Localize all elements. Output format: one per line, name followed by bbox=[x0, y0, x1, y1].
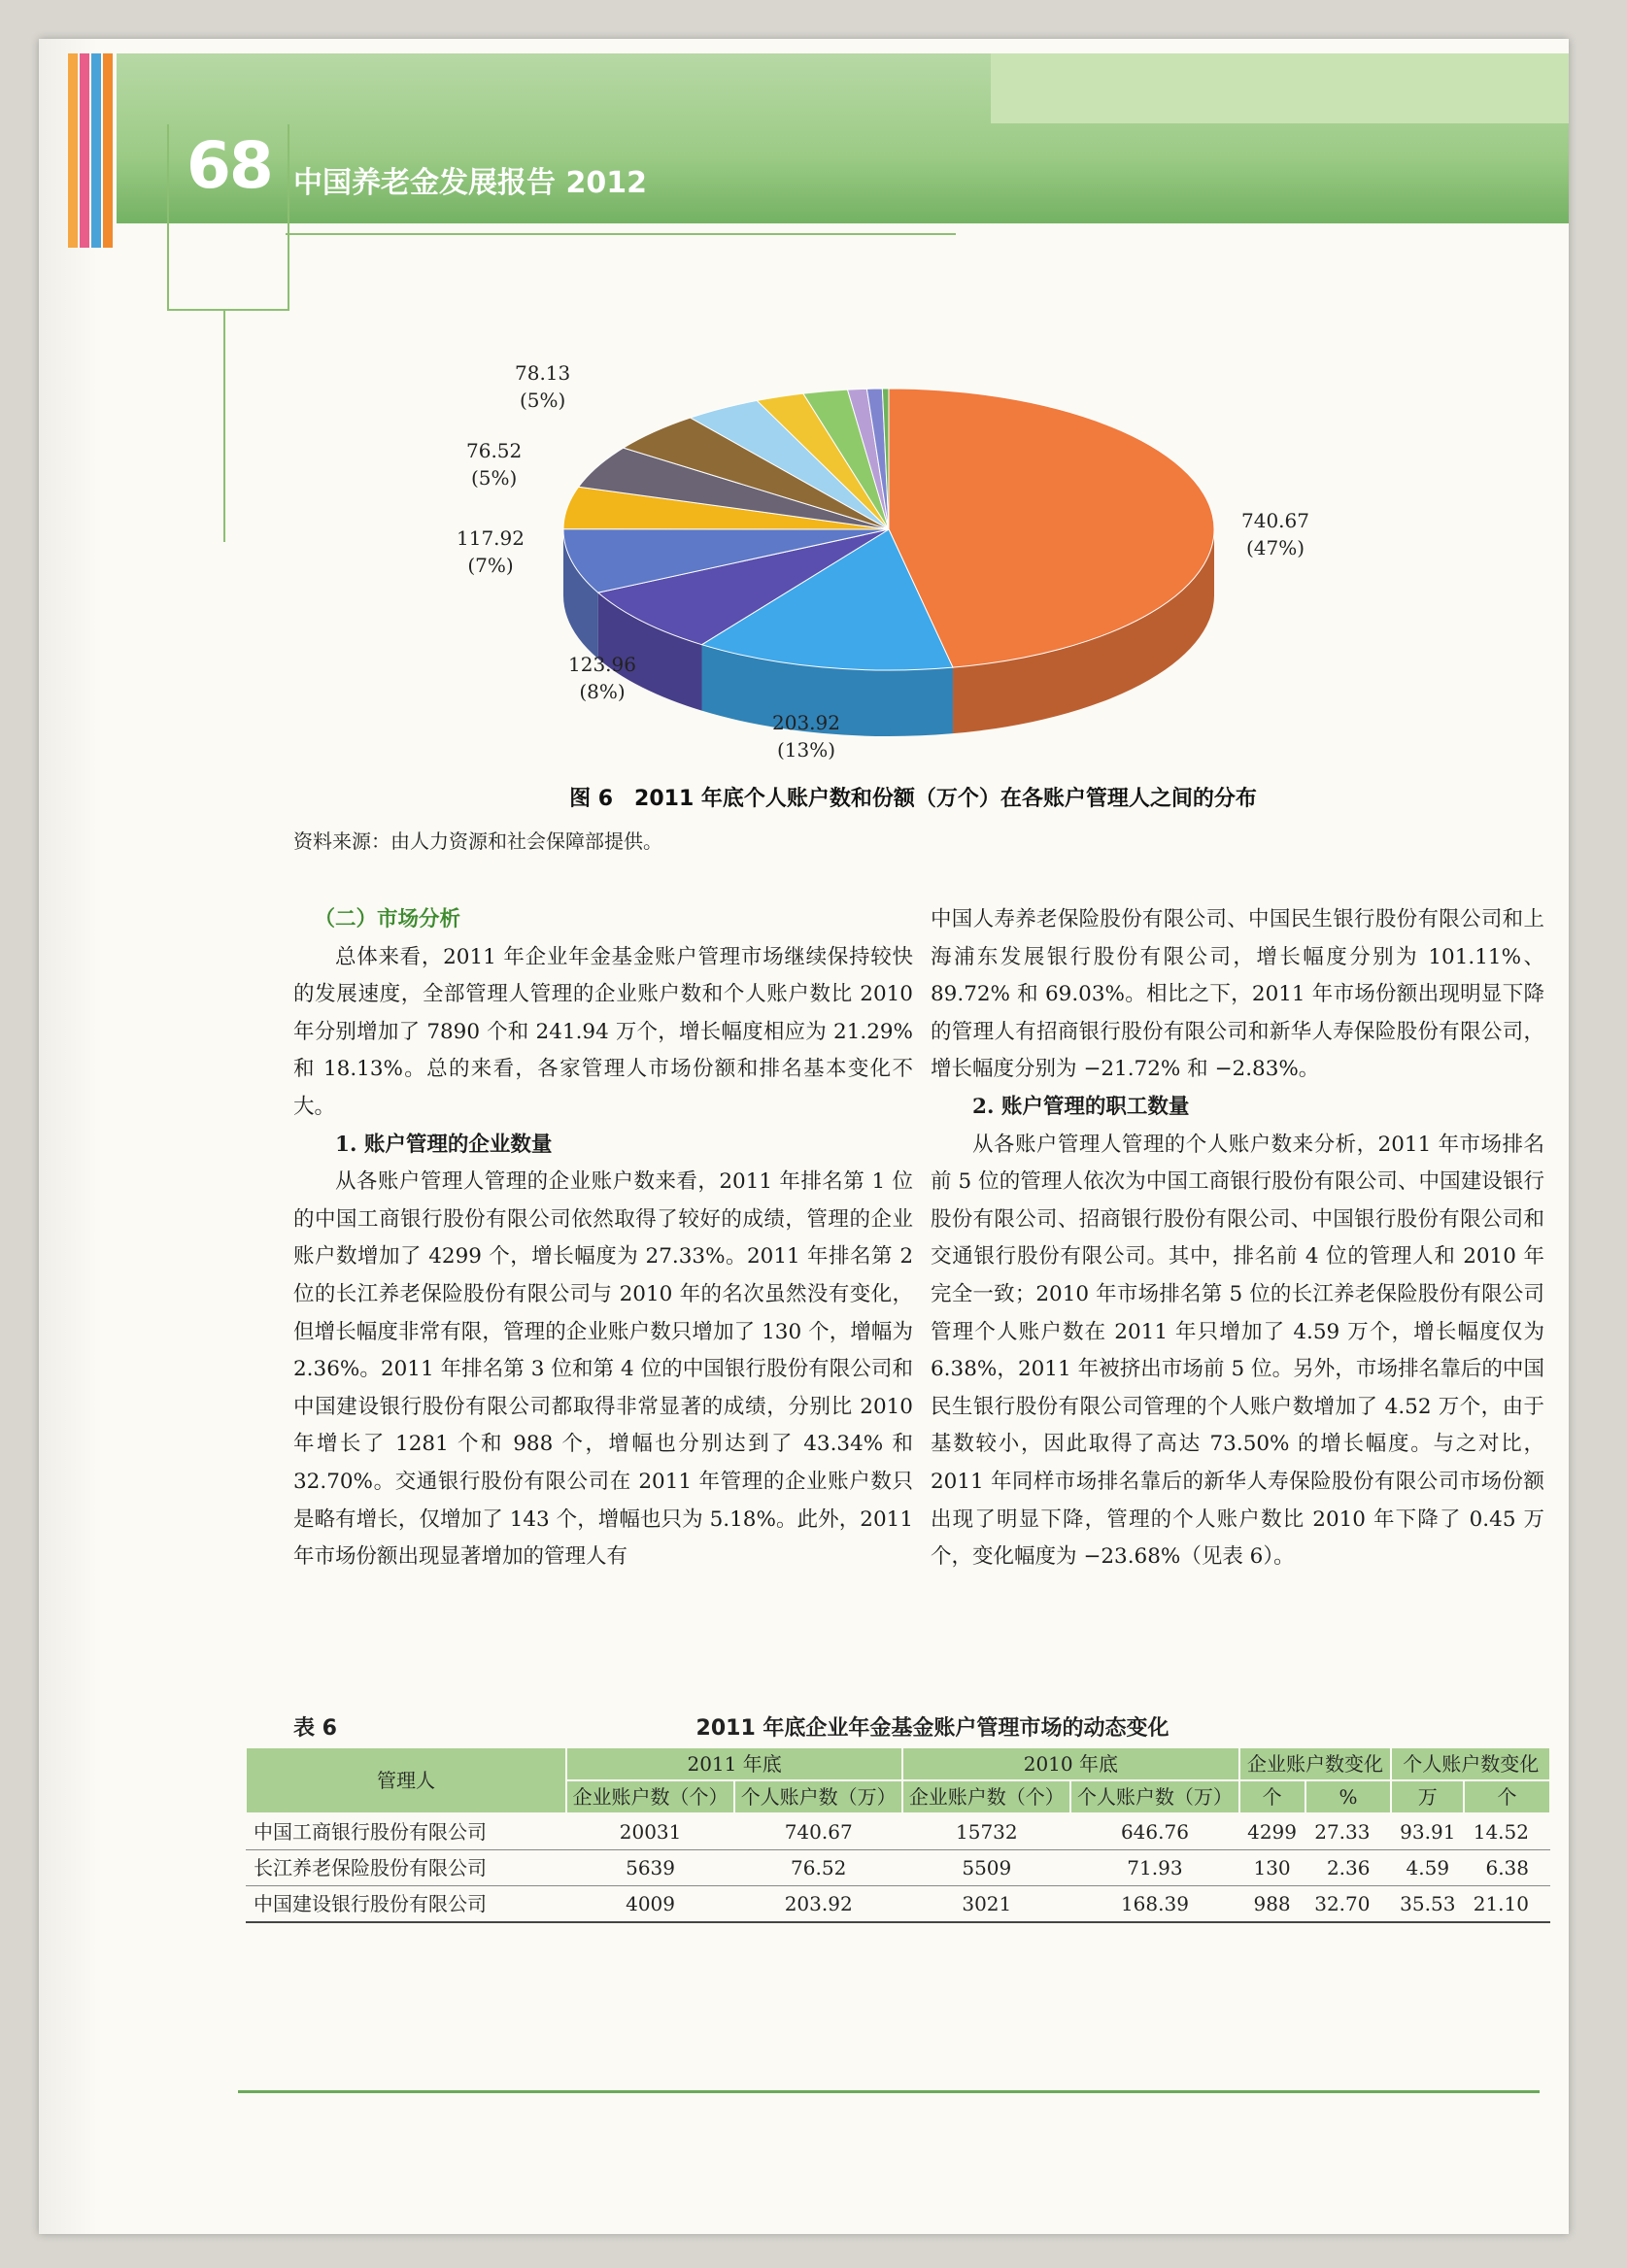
header-enterprise-accounts-2010: 企业账户数（个） bbox=[902, 1780, 1070, 1813]
cell: 71.93 bbox=[1070, 1850, 1238, 1886]
cell: 3021 bbox=[902, 1886, 1070, 1923]
cell: 4009 bbox=[566, 1886, 734, 1923]
cell: 203.92 bbox=[734, 1886, 902, 1923]
paragraph: 中国人寿养老保险股份有限公司、中国民生银行股份有限公司和上海浦东发展银行股份有限公司，增长幅度分别为 101.11%、89.72% 和 69.03%。相比之下，2011 年市场份额出现明显下降的管理人有招商银行股份有限公司和新华人寿保险股份有限公司，增长幅度分别为 −21.72% 和 −2.83%。 bbox=[931, 907, 1544, 1082]
data-label-slice-2: 203.92 (13%) bbox=[772, 711, 840, 762]
cell-manager: 长江养老保险股份有限公司 bbox=[246, 1850, 566, 1886]
cell: 5639 bbox=[566, 1850, 734, 1886]
cell: 5509 bbox=[902, 1850, 1070, 1886]
cell: 20031 bbox=[566, 1813, 734, 1850]
subsection-title: 2. 账户管理的职工数量 bbox=[972, 1094, 1190, 1119]
data-label-slice-5: 76.52 (5%) bbox=[466, 439, 523, 490]
cell: 4299 bbox=[1239, 1813, 1305, 1850]
header-2011: 2011 年底 bbox=[566, 1747, 902, 1780]
header-individual-accounts-2010: 个人账户数（万） bbox=[1070, 1780, 1238, 1813]
cell: 15732 bbox=[902, 1813, 1070, 1850]
data-label-slice-1: 740.67 (47%) bbox=[1241, 509, 1309, 559]
header-individual-change: 个人账户数变化 bbox=[1391, 1747, 1550, 1780]
cell: 740.67 bbox=[734, 1813, 902, 1850]
cell: 14.52 bbox=[1464, 1813, 1550, 1850]
cell: 168.39 bbox=[1070, 1886, 1238, 1923]
table-row bbox=[246, 1813, 1550, 1850]
table-title: 2011 年底企业年金基金账户管理市场的动态变化 bbox=[695, 1716, 1169, 1741]
header-rule bbox=[286, 233, 956, 235]
header-enterprise-accounts-2011: 企业账户数（个） bbox=[566, 1780, 734, 1813]
cell: 21.10 bbox=[1464, 1886, 1550, 1923]
cell: 646.76 bbox=[1070, 1813, 1238, 1850]
subsection-title: 1. 账户管理的企业数量 bbox=[335, 1132, 553, 1157]
cell: 2.36 bbox=[1305, 1850, 1392, 1886]
paragraph: 从各账户管理人管理的个人账户数来分析，2011 年市场排名前 5 位的管理人依次为中国工商银行股份有限公司、中国建设银行股份有限公司、招商银行股份有限公司、中国银行股份有限公司和交通银行股份有限公司。其中，排名前 4 位的管理人和 2010 年完全一致；2010 年市场排名第 5 位的长江养老保险股份有限公司管理个人账户数在 2011 年只增加了 4.59 万个，增长幅度仅为 6.38%，2011 年被挤出市场前 5 位。另外，市场排名靠后的中国民生银行股份有限公司管理的个人账户数增加了 4.52 万个，由于基数较小，因此取得了高达 73.50% 的增长幅度。与之对比，2011 年同样市场排名靠后的新华人寿保险股份有限公司市场份额出现了明显下降，管理的个人账户数比 2010 年下降了 0.45 万个，变化幅度为 −23.68%（见表 6）。 bbox=[931, 1132, 1544, 1570]
figure-caption: 图 6 2011 年底个人账户数和份额（万个）在各账户管理人之间的分布 bbox=[569, 787, 1257, 811]
header-unit-percent: % bbox=[1305, 1780, 1392, 1813]
header-unit-count: 个 bbox=[1239, 1780, 1305, 1813]
book-page bbox=[39, 39, 1569, 2234]
cell: 130 bbox=[1239, 1850, 1305, 1886]
header-highlight bbox=[991, 53, 1569, 123]
color-tab-strip bbox=[68, 53, 146, 248]
cell: 32.70 bbox=[1305, 1886, 1392, 1923]
footer-rule bbox=[238, 2090, 1540, 2093]
table-row bbox=[246, 1850, 1550, 1886]
header-unit-count-2: 个 bbox=[1464, 1780, 1550, 1813]
cell-manager: 中国工商银行股份有限公司 bbox=[246, 1813, 566, 1850]
cell: 76.52 bbox=[734, 1850, 902, 1886]
right-column bbox=[931, 901, 1544, 1576]
header-individual-accounts-2011: 个人账户数（万） bbox=[734, 1780, 902, 1813]
header-enterprise-change: 企业账户数变化 bbox=[1239, 1747, 1392, 1780]
data-label-slice-3: 123.96 (8%) bbox=[568, 653, 636, 703]
section-title: （二）市场分析 bbox=[314, 907, 461, 931]
paragraph: 总体来看，2011 年企业年金基金账户管理市场继续保持较快的发展速度，全部管理人管理的企业账户数和个人账户数比 2010 年分别增加了 7890 个和 241.94 万个，增长幅度相应为 21.29% 和 18.13%。总的来看，各家管理人市场份额和排名基本变化不大。 bbox=[293, 944, 913, 1119]
header-unit-wan: 万 bbox=[1391, 1780, 1464, 1813]
data-label-slice-4: 117.92 (7%) bbox=[457, 526, 525, 577]
page-number: 68 bbox=[186, 128, 272, 203]
cell: 988 bbox=[1239, 1886, 1305, 1923]
cell: 93.91 bbox=[1391, 1813, 1464, 1850]
figure-source: 资料来源：由人力资源和社会保障部提供。 bbox=[293, 829, 662, 853]
header-manager: 管理人 bbox=[246, 1747, 566, 1813]
pie-chart bbox=[39, 359, 1569, 806]
cell: 27.33 bbox=[1305, 1813, 1392, 1850]
cell: 4.59 bbox=[1391, 1850, 1464, 1886]
cell: 35.53 bbox=[1391, 1886, 1464, 1923]
table-row bbox=[246, 1886, 1550, 1923]
table-label: 表 6 bbox=[293, 1716, 337, 1741]
header-2010: 2010 年底 bbox=[902, 1747, 1238, 1780]
cell: 6.38 bbox=[1464, 1850, 1550, 1886]
data-label-slice-6: 78.13 (5%) bbox=[515, 361, 571, 412]
running-title: 中国养老金发展报告 2012 bbox=[293, 166, 647, 200]
left-column bbox=[293, 901, 913, 1576]
cell-manager: 中国建设银行股份有限公司 bbox=[246, 1886, 566, 1923]
data-table bbox=[245, 1746, 1551, 1923]
pie-top-faces bbox=[563, 389, 1214, 670]
paragraph: 从各账户管理人管理的企业账户数来看，2011 年排名第 1 位的中国工商银行股份有限公司依然取得了较好的成绩，管理的企业账户数增加了 4299 个，增长幅度为 27.33%。2011 年排名第 2 位的长江养老保险股份有限公司与 2010 年的名次虽然没有变化，但增长幅度非常有限，管理的企业账户数只增加了 130 个，增幅为 2.36%。2011 年排名第 3 位和第 4 位的中国银行股份有限公司和中国建设银行股份有限公司都取得非常显著的成绩，分别比 2010 年增长了 1281 个和 988 个，增幅也分别达到了 43.34% 和 32.70%。交通银行股份有限公司在 2011 年管理的企业账户数只是略有增长，仅增加了 143 个，增幅也只为 5.18%。此外，2011 年市场份额出现显著增加的管理人有 bbox=[293, 1169, 913, 1570]
